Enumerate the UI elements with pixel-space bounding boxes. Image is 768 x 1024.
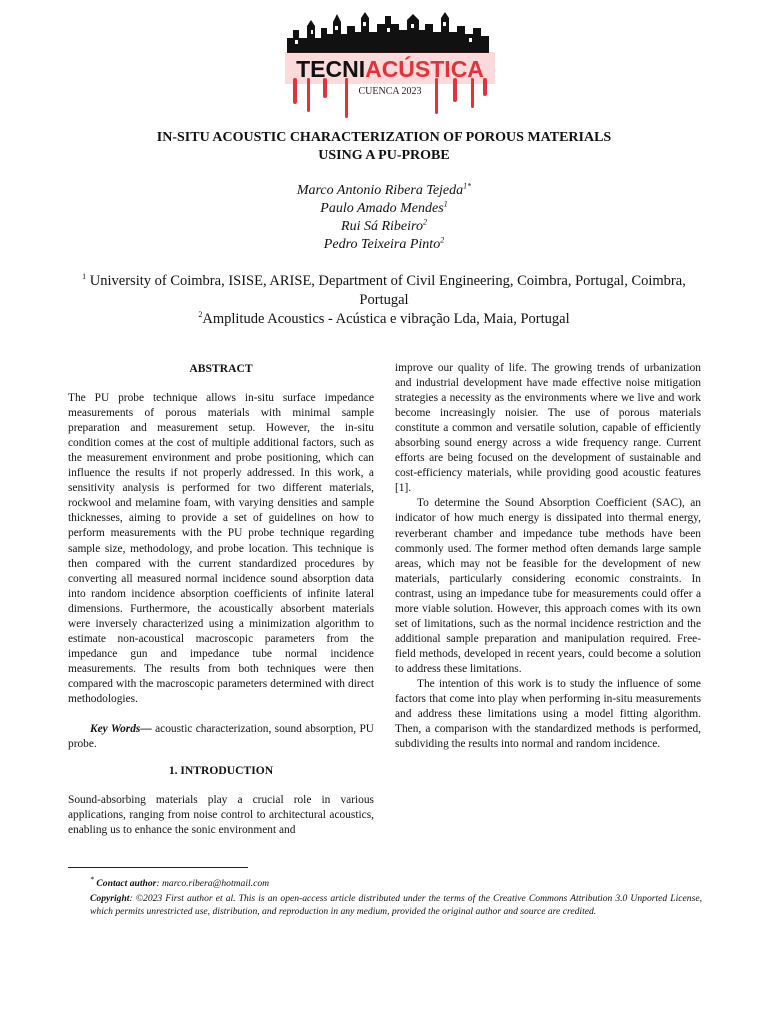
logo-subtitle: CUENCA 2023 [358, 86, 422, 97]
author [100, 218, 668, 236]
affiliation-2 [60, 310, 708, 329]
intro-paragraph-2: To determine the Sound Absorption Coefficient (SAC), an indicator of how much energy is dissipated into thermal energy, reverberant chamber and impedance tube methods have been commonly used. The former method often demands large sample areas, which may not be feasible for the development of new materials, particularly considering economic constraints. In contrast, using an impedance tube for measurements could offer a more viable solution. However, this approach comes with its own set of limitations, such as the normal incidence restriction and the additional sample preparation and manipulation required. Free-field methods, developed in recent years, could become a solution to address these limitations. [395, 497, 701, 675]
logo-wordmark [285, 57, 495, 81]
spacer [68, 707, 374, 722]
affiliation-1 [60, 272, 708, 310]
author-name: Rui Sá Ribeiro [341, 219, 423, 234]
title-line-1: IN-SITU ACOUSTIC CHARACTERIZATION OF POROUS MATERIALS [156, 130, 612, 145]
contact-label: Contact author [96, 878, 157, 889]
conference-logo [285, 8, 495, 123]
footnote-sup: * [90, 874, 94, 884]
spacer [68, 778, 374, 793]
intro-paragraph-1-cont: improve our quality of life. The growing trends of urbanization and industrial development have made effective noise mitigation strategies a necessity as the environments where we live and work become increasingly noisier. The use of porous materials constitute a common and versatile solution, capable of efficiently absorbing sound energy across a wide frequency range. Current efforts are being focused on the development of sustainable and cost-efficiency materials, while providing good acoustic features [1]. [395, 362, 701, 495]
author [100, 182, 668, 200]
author-sup: 2 [422, 217, 427, 227]
paper-title [60, 129, 708, 165]
affiliation-text: University of Coimbra, ISISE, ARISE, Department of Civil Engineering, Coimbra, Portugal, Coimbra, Portugal [86, 273, 686, 308]
intro-paragraph-1: Sound-absorbing materials play a crucial role in various applications, ranging from noise control to architectural acoustics, enabling us to enhance the sonic environment and [68, 794, 374, 837]
contact-footnote [90, 874, 702, 890]
left-column [68, 361, 374, 838]
author-sup: 1 [443, 199, 448, 209]
author-name: Paulo Amado Mendes [320, 201, 444, 216]
footnote-divider [68, 867, 248, 868]
spacer [68, 752, 374, 763]
intro-paragraph-3: The intention of this work is to study the influence of some factors that come into play when performing in-situ measurements and address these limitations using a model fitting algorithm. Then, a comparison with the standardized methods is performed, subdividing the results into normal and random incidence. [395, 677, 701, 751]
affiliation-sup: 1 [82, 272, 87, 282]
abstract-heading: ABSTRACT [189, 362, 253, 375]
contact-email[interactable]: : marco.ribera@hotmail.com [156, 878, 270, 889]
author [100, 200, 668, 218]
right-column [395, 361, 701, 752]
copyright-footnote [90, 892, 702, 919]
author [100, 236, 668, 254]
title-line-2: USING A PU-PROBE [318, 148, 450, 163]
copyright-label: Copyright [90, 893, 130, 904]
abstract-text: The PU probe technique allows in-situ surface impedance measurements of porous materials with minimal sample preparation and measurement setup. However, the in-situ condition comes at the cost of multiple additional factors, such as the measurement environment and probe positioning, which can influence the results if not properly addressed. In this work, a sensitivity analysis is performed for two different materials, rockwool and melamine foam, with varying densities and sample thicknesses, aiming to provide a set of guidelines on how to perform measurements with the PU probe technique regarding sample size, methodology, and probe location. This technique is then compared with the current standardized procedures by converting all measured normal incidence sound absorption data into random incidence absorption coefficients of infinite lateral dimensions. Furthermore, the acoustically absorbent materials were inversely characterized using a minimization algorithm to estimate non-acoustical macroscopic parameters from the impedance gun and impedance tube normal incidence measurements. The results from both techniques were then compared with the macroscopic parameters determined with direct methodologies. [68, 392, 374, 705]
author-list [100, 182, 668, 254]
copyright-text: : ©2023 First author et al. This is an open-access article distributed under the terms of the Creative Commons Attribution 3.0 Unported License, which permits unrestricted use, distribution, and reproduction in any medium, provided the original author and source are credited. [90, 893, 702, 918]
keywords-text: acoustic characterization, sound absorption, PU probe. [68, 723, 374, 751]
spacer [68, 376, 374, 391]
author-sup: 2 [440, 235, 445, 245]
keywords-label: Key Words— [90, 723, 152, 736]
author-name: Marco Antonio Ribera Tejeda [296, 183, 464, 198]
logo-word-red: ACÚSTICA [365, 56, 484, 82]
introduction-heading: 1. INTRODUCTION [168, 764, 274, 778]
affiliations [60, 272, 708, 329]
affiliation-text: Amplitude Acoustics - Acústica e vibração Lda, Maia, Portugal [202, 311, 570, 327]
author-sup: 1* [463, 181, 472, 191]
keywords [68, 722, 374, 752]
affiliation-sup: 2 [198, 310, 203, 320]
logo-word-black: TECNI [296, 56, 366, 82]
author-name: Pedro Teixeira Pinto [323, 237, 441, 252]
